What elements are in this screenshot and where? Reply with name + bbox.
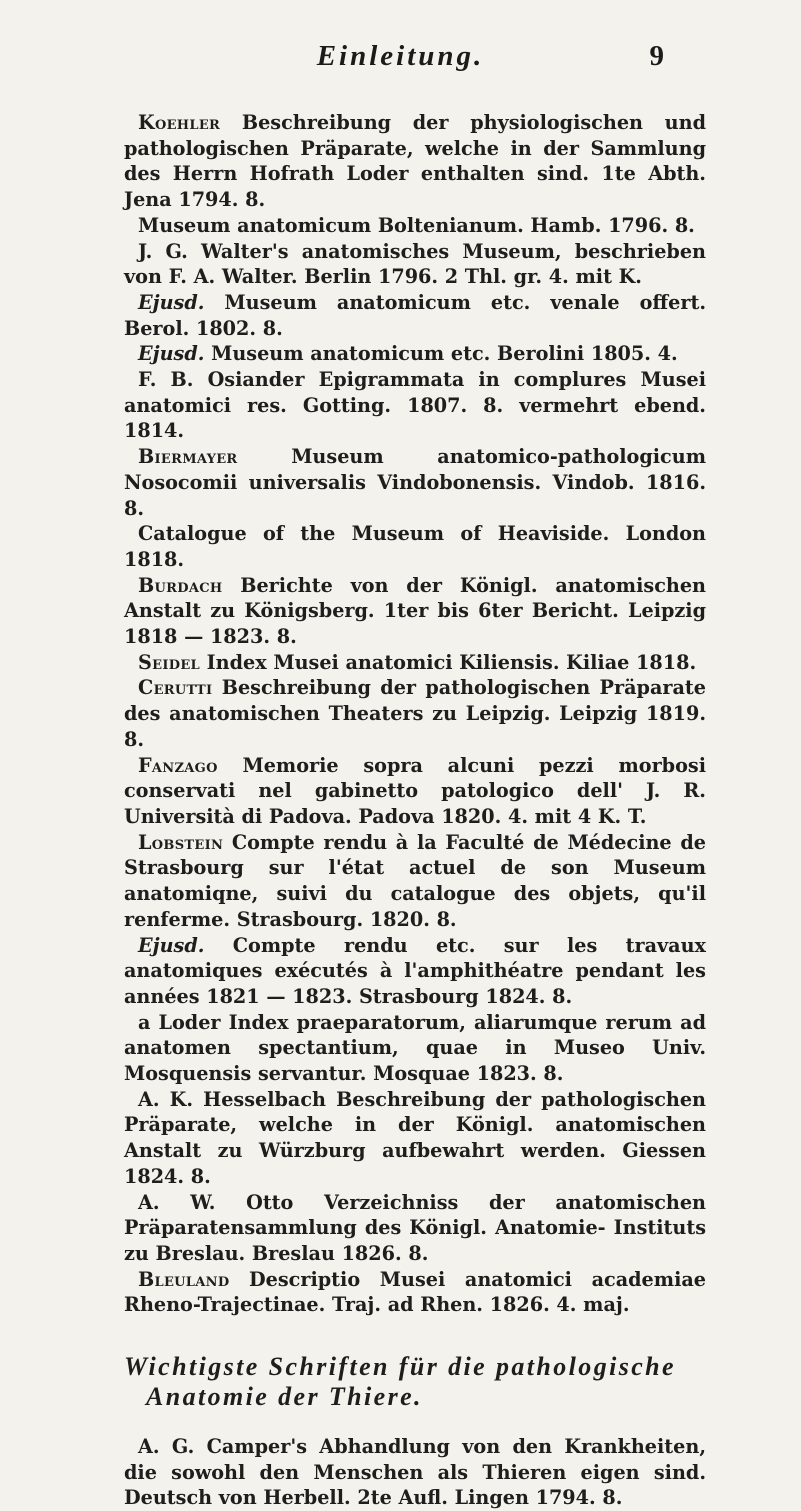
entry-author: Biermayer	[138, 445, 238, 469]
entry-text: Berichte von der Königl. anatomischen Anstalt zu Königsberg. 1ter bis 6ter Bericht. Leipzig 1818 — 1823. 8.	[124, 573, 706, 649]
entry-author: Seidel	[138, 650, 200, 674]
bibliography-entry	[124, 675, 706, 752]
entry-text: A. G. Camper's Abhandlung von den Krankheiten, die sowohl den Menschen als Thieren eigen sind. Deutsch von Herbell. 2te Aufl. Lingen 1794. 8.	[124, 1435, 706, 1510]
bibliography-entry	[124, 367, 706, 444]
entry-text: Beschreibung der pathologischen Präparate des anatomischen Theaters zu Leipzig. Leipzig 1819. 8.	[124, 676, 706, 751]
entry-list-animal	[124, 1434, 706, 1511]
bibliography-entry	[124, 521, 706, 572]
entry-text: Museum anatomico-pathologicum Nosocomii universalis Vindobonensis. Vindob. 1816. 8.	[124, 445, 706, 520]
entry-text: J. G. Walter's anatomisches Museum, beschrieben von F. A. Walter. Berlin 1796. 2 Thl. gr. 4. mit K.	[124, 239, 706, 289]
entry-text: Beschreibung der physiologischen und pathologischen Präparate, welche in der Sammlung des Herrn Hofrath Loder enthalten sind. 1te Abth. Jena 1794. 8.	[124, 111, 706, 212]
bibliography-entry	[124, 1434, 706, 1511]
running-head	[0, 40, 801, 80]
bibliography-entry	[124, 650, 706, 676]
entry-text: Index Musei anatomici Kiliensis. Kiliae 1818.	[199, 650, 697, 674]
entry-text: Descriptio Musei anatomici academiae Rheno-Trajectinae. Traj. ad Rhen. 1826. 4. maj.	[124, 1267, 706, 1317]
entry-text: Catalogue of the Museum of Heaviside. London 1818.	[124, 522, 706, 571]
bibliography-entry	[124, 753, 706, 830]
page-number: 9	[649, 40, 664, 72]
running-title: Einleitung.	[316, 40, 485, 72]
bibliography-entry	[124, 239, 706, 290]
bibliography-entry	[124, 290, 706, 341]
entry-text: Museum anatomicum etc. Berolini 1805. 4.	[204, 342, 678, 366]
bibliography-entry	[124, 830, 706, 933]
entry-author: Fanzago	[138, 753, 218, 777]
entry-author: Koehler	[138, 111, 221, 134]
entry-ejusd: Ejusd.	[138, 933, 205, 957]
entry-text: a Loder Index praeparatorum, aliarumque rerum ad anatomen spectantium, quae in Museo Univ. Mosquensis servantur. Mosquae 1823. 8.	[124, 1010, 706, 1086]
entry-author: Cerutti	[138, 676, 213, 700]
entry-author: Bleuland	[138, 1267, 230, 1291]
entry-text: F. B. Osiander Epigrammata in complures Musei anatomici res. Gotting. 1807. 8. vermehrt ebend. 1814.	[124, 368, 706, 443]
entry-author: Burdach	[138, 573, 223, 597]
entry-text: Memorie sopra alcuni pezzi morbosi conservati nel gabinetto patologico dell' J. R. Università di Padova. Padova 1820. 4. mit 4 K. T.	[124, 753, 706, 828]
bibliography-entry	[124, 341, 706, 367]
entry-text: Museum anatomicum Boltenianum. Hamb. 1796. 8.	[138, 213, 695, 237]
bibliography-entry	[124, 933, 706, 1010]
entry-text: Compte rendu à la Faculté de Médecine de Strasbourg sur l'état actuel de son Museum anatomiqne, suivi du catalogue des objets, qu'il renferme. Strasbourg. 1820. 8.	[124, 830, 706, 931]
bibliography-entry	[124, 1087, 706, 1190]
bibliography-entry	[124, 1010, 706, 1087]
bibliography-entry	[124, 110, 706, 213]
bibliography-entry	[124, 213, 706, 239]
bibliography-entry	[124, 444, 706, 521]
bibliography-entry	[124, 1267, 706, 1318]
section-heading-line2: Anatomie der Thiere.	[146, 1382, 423, 1412]
entry-list-human	[124, 110, 706, 1318]
entry-ejusd: Ejusd.	[138, 290, 205, 314]
bibliography-entry	[124, 1190, 706, 1267]
section-heading	[124, 1352, 706, 1412]
entry-text: A. W. Otto Verzeichniss der anatomischen Präparatensammlung des Königl. Anatomie- Instituts zu Breslau. Breslau 1826. 8.	[124, 1190, 706, 1265]
entry-text: Compte rendu etc. sur les travaux anatomiques exécutés à l'amphithéatre pendant les années 1821 — 1823. Strasbourg 1824. 8.	[124, 933, 706, 1008]
entry-text: A. K. Hesselbach Beschreibung der pathologischen Präparate, welche in der Königl. anatomischen Anstalt zu Würzburg aufbewahrt werden. Giessen 1824. 8.	[124, 1087, 706, 1188]
section-heading-line1: Wichtigste Schriften für die pathologische	[124, 1352, 676, 1382]
entry-author: Lobstein	[138, 830, 224, 854]
entry-ejusd: Ejusd.	[138, 342, 205, 366]
body-text	[124, 110, 706, 1511]
bibliography-entry	[124, 573, 706, 650]
entry-text: Museum anatomicum etc. venale offert. Berol. 1802. 8.	[124, 290, 706, 340]
